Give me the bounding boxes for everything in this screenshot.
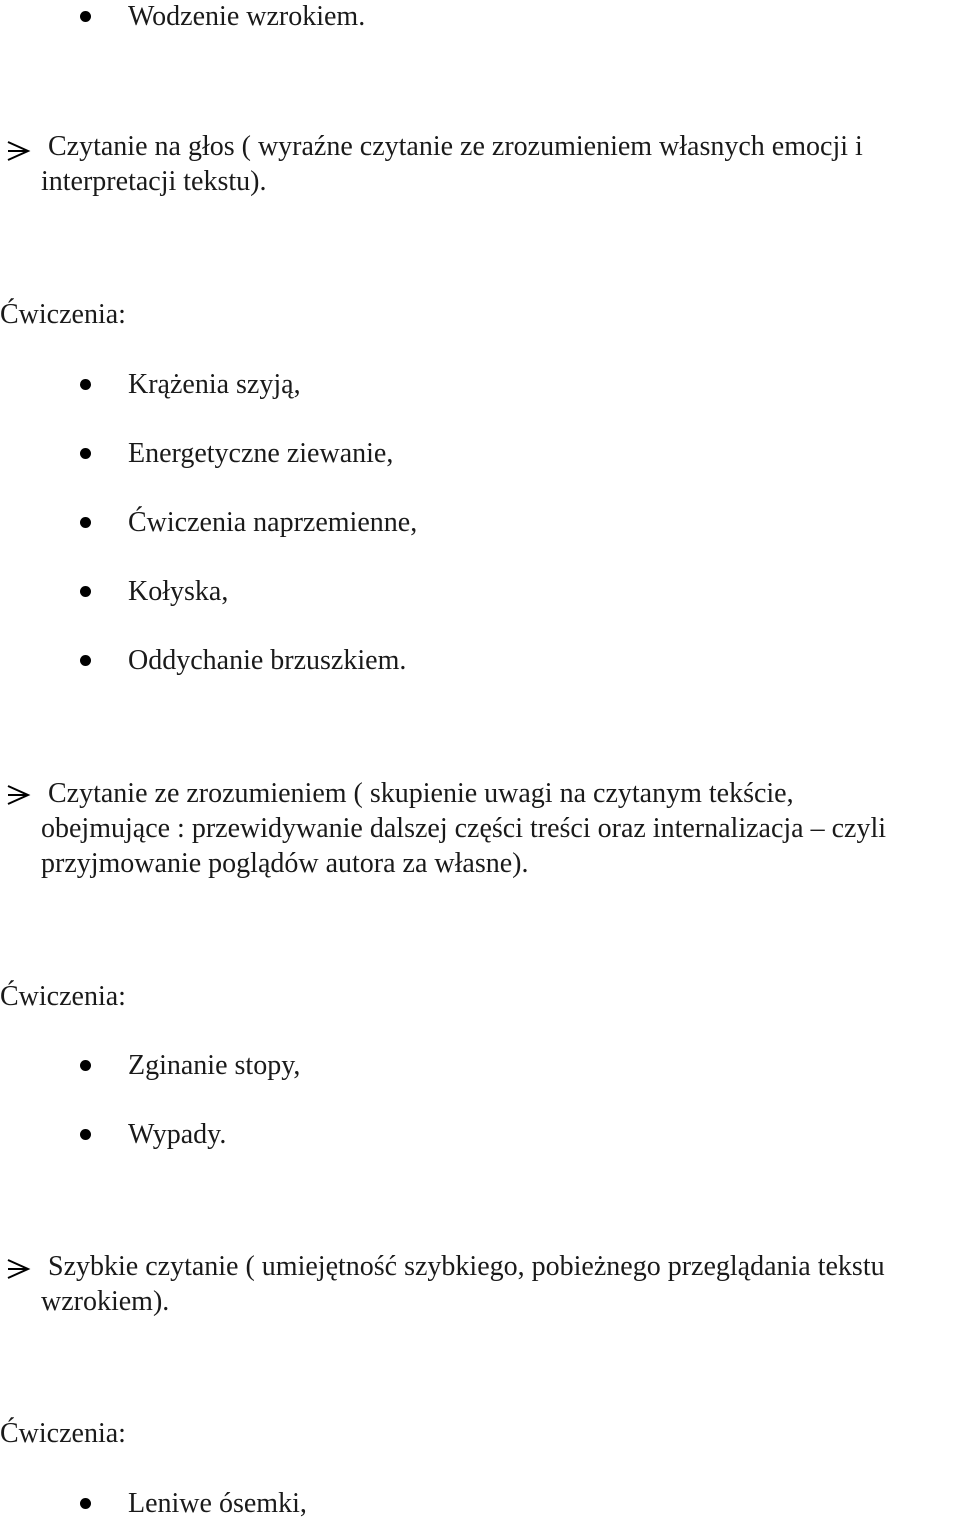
arrow-bullet-icon [4,784,34,806]
list-item-text: Energetyczne ziewanie, [128,438,394,469]
paragraph-line: przyjmowanie poglądów autora za własne). [41,848,529,879]
list-item [0,575,960,609]
list-item-text: Kołyska, [128,576,229,607]
bullet-dot-icon [80,1498,91,1509]
bullet-dot-icon [80,11,91,22]
bullet-dot-icon [80,448,91,459]
list-item [0,0,960,34]
list-item [0,437,960,471]
paragraph-line: obejmujące : przewidywanie dalszej części treści oraz internalizacja – czyli [41,813,887,844]
list-item [0,368,960,402]
paragraph-line: interpretacji tekstu). [41,166,267,197]
list-item-text: Krążenia szyją, [128,369,301,400]
bullet-dot-icon [80,655,91,666]
paragraph-line: Szybkie czytanie ( umiejętność szybkiego, pobieżnego przeglądania tekstu [48,1251,885,1282]
list-item-text: Wypady. [128,1119,227,1150]
paragraph-line: Czytanie ze zrozumieniem ( skupienie uwagi na czytanym tekście, [48,778,794,809]
exercises-heading: Ćwiczenia: [0,1418,126,1449]
exercises-heading: Ćwiczenia: [0,981,126,1012]
list-item [0,1049,960,1083]
list-item-text: Zginanie stopy, [128,1050,301,1081]
list-item-text: Leniwe ósemki, [128,1488,307,1519]
paragraph-line: wzrokiem). [41,1286,170,1317]
list-item-text: Ćwiczenia naprzemienne, [128,507,418,538]
exercises-heading: Ćwiczenia: [0,299,126,330]
list-item-text: Wodzenie wzrokiem. [128,1,366,32]
arrow-bullet-icon [4,1258,34,1280]
list-item-text: Oddychanie brzuszkiem. [128,645,407,676]
list-item [0,644,960,678]
bullet-dot-icon [80,1060,91,1071]
paragraph-line: Czytanie na głos ( wyraźne czytanie ze zrozumieniem własnych emocji i [48,131,863,162]
bullet-dot-icon [80,517,91,528]
list-item [0,506,960,540]
bullet-dot-icon [80,1129,91,1140]
list-item [0,1118,960,1152]
bullet-dot-icon [80,379,91,390]
list-item [0,1487,960,1521]
arrow-bullet-icon [4,140,34,162]
bullet-dot-icon [80,586,91,597]
